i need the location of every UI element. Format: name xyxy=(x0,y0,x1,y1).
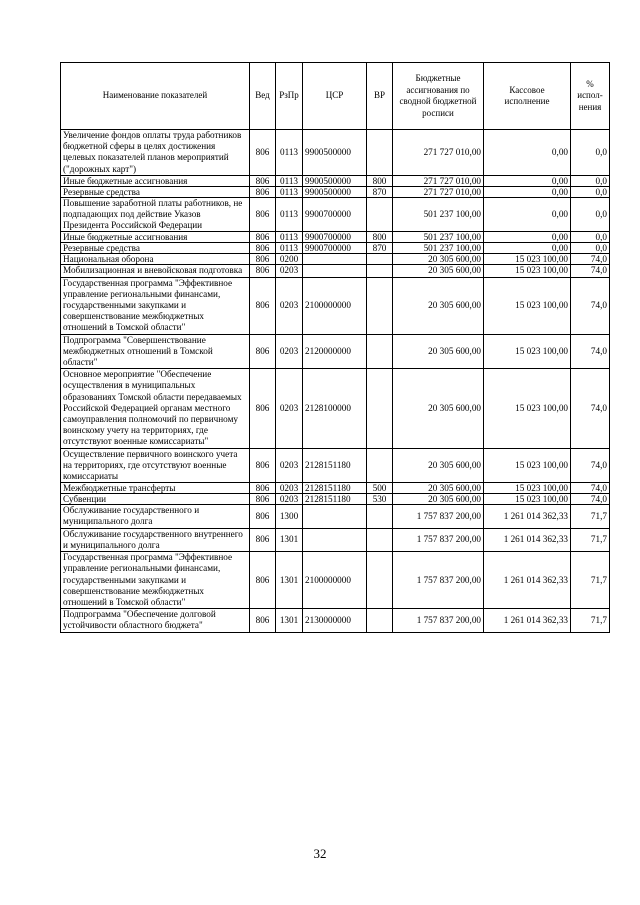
row-rzpr: 0113 xyxy=(276,243,303,254)
row-vr xyxy=(367,505,393,528)
table-row xyxy=(61,243,610,254)
row-ved: 806 xyxy=(250,277,276,334)
row-percent-execution: 71,7 xyxy=(571,505,610,528)
row-rzpr: 1300 xyxy=(276,505,303,528)
row-vr: 800 xyxy=(367,175,393,186)
row-name: Подпрограмма "Совершенствование межбюджетных отношений в Томской области" xyxy=(61,334,250,369)
row-csr: 9900700000 xyxy=(303,197,367,232)
row-ved: 806 xyxy=(250,552,276,609)
row-cash-execution: 1 261 014 362,33 xyxy=(484,528,571,551)
row-ved: 806 xyxy=(250,186,276,197)
row-assignments: 20 305 600,00 xyxy=(393,277,484,334)
row-name: Иные бюджетные ассигнования xyxy=(61,175,250,186)
row-name: Увеличение фондов оплаты труда работников бюджетной сферы в целях достижения целевых показателей планов мероприятий ("дорожных карт") xyxy=(61,130,250,176)
row-percent-execution: 71,7 xyxy=(571,528,610,551)
row-name: Государственная программа "Эффективное управление региональными финансами, государственными закупками и совершенствование межбюджетных отношений в Томской области" xyxy=(61,552,250,609)
row-rzpr: 0203 xyxy=(276,369,303,448)
row-name: Повышение заработной платы работников, не подпадающих под действие Указов Президента Российской Федерации xyxy=(61,197,250,232)
row-percent-execution: 0,0 xyxy=(571,130,610,176)
row-assignments: 1 757 837 200,00 xyxy=(393,552,484,609)
row-percent-execution: 74,0 xyxy=(571,254,610,265)
row-csr xyxy=(303,265,367,277)
row-vr xyxy=(367,334,393,369)
table-row xyxy=(61,277,610,334)
row-cash-execution: 15 023 100,00 xyxy=(484,483,571,494)
row-ved: 806 xyxy=(250,175,276,186)
row-percent-execution: 0,0 xyxy=(571,232,610,243)
row-cash-execution: 0,00 xyxy=(484,175,571,186)
header-name: Наименование показателей xyxy=(61,63,250,130)
row-rzpr: 0113 xyxy=(276,175,303,186)
row-vr xyxy=(367,609,393,632)
row-name: Иные бюджетные ассигнования xyxy=(61,232,250,243)
row-ved: 806 xyxy=(250,243,276,254)
row-ved: 806 xyxy=(250,130,276,176)
row-csr xyxy=(303,528,367,551)
row-ved: 806 xyxy=(250,197,276,232)
row-percent-execution: 74,0 xyxy=(571,265,610,277)
header-cash-execution: Кассовое исполнение xyxy=(484,63,571,130)
row-assignments: 1 757 837 200,00 xyxy=(393,505,484,528)
row-csr xyxy=(303,505,367,528)
row-csr: 2128100000 xyxy=(303,369,367,448)
row-rzpr: 0113 xyxy=(276,130,303,176)
row-ved: 806 xyxy=(250,334,276,369)
row-csr: 9900700000 xyxy=(303,232,367,243)
row-rzpr: 0113 xyxy=(276,232,303,243)
row-rzpr: 1301 xyxy=(276,552,303,609)
row-ved: 806 xyxy=(250,483,276,494)
table-row xyxy=(61,334,610,369)
row-assignments: 20 305 600,00 xyxy=(393,494,484,505)
row-csr: 2128151180 xyxy=(303,483,367,494)
row-csr: 2128151180 xyxy=(303,494,367,505)
row-rzpr: 0203 xyxy=(276,265,303,277)
table-row xyxy=(61,130,610,176)
row-assignments: 271 727 010,00 xyxy=(393,130,484,176)
row-rzpr: 0203 xyxy=(276,334,303,369)
row-ved: 806 xyxy=(250,505,276,528)
row-vr: 800 xyxy=(367,232,393,243)
row-ved: 806 xyxy=(250,494,276,505)
row-cash-execution: 0,00 xyxy=(484,243,571,254)
header-percent-execution: % испол-нения xyxy=(571,63,610,130)
row-rzpr: 1301 xyxy=(276,528,303,551)
row-rzpr: 0203 xyxy=(276,448,303,483)
table-body xyxy=(61,130,610,633)
row-percent-execution: 74,0 xyxy=(571,334,610,369)
table-row xyxy=(61,186,610,197)
row-ved: 806 xyxy=(250,232,276,243)
row-name: Национальная оборона xyxy=(61,254,250,265)
row-vr xyxy=(367,369,393,448)
row-cash-execution: 1 261 014 362,33 xyxy=(484,505,571,528)
row-percent-execution: 0,0 xyxy=(571,243,610,254)
row-csr: 9900500000 xyxy=(303,186,367,197)
row-rzpr: 0113 xyxy=(276,197,303,232)
row-name: Резервные средства xyxy=(61,243,250,254)
row-ved: 806 xyxy=(250,254,276,265)
row-csr: 2130000000 xyxy=(303,609,367,632)
row-cash-execution: 15 023 100,00 xyxy=(484,494,571,505)
table-row xyxy=(61,254,610,265)
row-percent-execution: 74,0 xyxy=(571,494,610,505)
row-assignments: 20 305 600,00 xyxy=(393,448,484,483)
row-assignments: 20 305 600,00 xyxy=(393,254,484,265)
table-row xyxy=(61,609,610,632)
row-percent-execution: 71,7 xyxy=(571,609,610,632)
table-row xyxy=(61,528,610,551)
row-csr: 9900500000 xyxy=(303,175,367,186)
table-row xyxy=(61,265,610,277)
row-cash-execution: 0,00 xyxy=(484,197,571,232)
row-vr xyxy=(367,528,393,551)
row-cash-execution: 1 261 014 362,33 xyxy=(484,552,571,609)
row-csr: 2120000000 xyxy=(303,334,367,369)
header-rzpr: РзПр xyxy=(276,63,303,130)
row-assignments: 20 305 600,00 xyxy=(393,369,484,448)
row-cash-execution: 0,00 xyxy=(484,130,571,176)
row-assignments: 501 237 100,00 xyxy=(393,243,484,254)
row-rzpr: 0113 xyxy=(276,186,303,197)
row-vr: 500 xyxy=(367,483,393,494)
row-vr: 870 xyxy=(367,243,393,254)
header-vr: ВР xyxy=(367,63,393,130)
row-assignments: 20 305 600,00 xyxy=(393,483,484,494)
table-row xyxy=(61,494,610,505)
row-ved: 806 xyxy=(250,369,276,448)
row-name: Резервные средства xyxy=(61,186,250,197)
row-percent-execution: 74,0 xyxy=(571,369,610,448)
row-csr xyxy=(303,254,367,265)
row-ved: 806 xyxy=(250,609,276,632)
row-assignments: 1 757 837 200,00 xyxy=(393,609,484,632)
row-assignments: 271 727 010,00 xyxy=(393,186,484,197)
header-ved: Вед xyxy=(250,63,276,130)
row-rzpr: 0203 xyxy=(276,494,303,505)
row-csr: 9900700000 xyxy=(303,243,367,254)
row-cash-execution: 15 023 100,00 xyxy=(484,334,571,369)
row-vr xyxy=(367,130,393,176)
row-cash-execution: 15 023 100,00 xyxy=(484,254,571,265)
row-percent-execution: 0,0 xyxy=(571,197,610,232)
budget-table xyxy=(60,62,610,633)
row-rzpr: 0203 xyxy=(276,483,303,494)
table-header-row xyxy=(61,63,610,130)
row-rzpr: 0203 xyxy=(276,277,303,334)
row-name: Мобилизационная и вневойсковая подготовка xyxy=(61,265,250,277)
table-row xyxy=(61,197,610,232)
row-name: Подпрограмма "Обеспечение долговой устойчивости областного бюджета" xyxy=(61,609,250,632)
row-name: Обслуживание государственного и муниципального долга xyxy=(61,505,250,528)
row-percent-execution: 74,0 xyxy=(571,448,610,483)
row-percent-execution: 0,0 xyxy=(571,186,610,197)
table-row xyxy=(61,483,610,494)
table-row xyxy=(61,232,610,243)
row-vr: 870 xyxy=(367,186,393,197)
row-vr xyxy=(367,197,393,232)
table-row xyxy=(61,175,610,186)
row-ved: 806 xyxy=(250,265,276,277)
row-assignments: 1 757 837 200,00 xyxy=(393,528,484,551)
row-ved: 806 xyxy=(250,448,276,483)
row-name: Осуществление первичного воинского учета на территориях, где отсутствуют военные комиссариаты xyxy=(61,448,250,483)
row-percent-execution: 0,0 xyxy=(571,175,610,186)
row-name: Обслуживание государственного внутреннего и муниципального долга xyxy=(61,528,250,551)
row-cash-execution: 15 023 100,00 xyxy=(484,369,571,448)
table-row xyxy=(61,448,610,483)
header-csr: ЦСР xyxy=(303,63,367,130)
table-row xyxy=(61,505,610,528)
page-number: 32 xyxy=(313,846,327,861)
row-vr: 530 xyxy=(367,494,393,505)
row-assignments: 271 727 010,00 xyxy=(393,175,484,186)
row-name: Межбюджетные трансферты xyxy=(61,483,250,494)
row-name: Государственная программа "Эффективное управление региональными финансами, государственными закупками и совершенствование межбюджетных отношений в Томской области" xyxy=(61,277,250,334)
table-row xyxy=(61,369,610,448)
row-csr: 2100000000 xyxy=(303,552,367,609)
row-vr xyxy=(367,265,393,277)
table-row xyxy=(61,552,610,609)
row-rzpr: 1301 xyxy=(276,609,303,632)
row-cash-execution: 15 023 100,00 xyxy=(484,265,571,277)
row-csr: 2100000000 xyxy=(303,277,367,334)
row-cash-execution: 15 023 100,00 xyxy=(484,277,571,334)
row-percent-execution: 74,0 xyxy=(571,483,610,494)
row-assignments: 20 305 600,00 xyxy=(393,334,484,369)
row-vr xyxy=(367,552,393,609)
row-cash-execution: 0,00 xyxy=(484,186,571,197)
row-vr xyxy=(367,254,393,265)
row-csr: 9900500000 xyxy=(303,130,367,176)
row-cash-execution: 1 261 014 362,33 xyxy=(484,609,571,632)
row-percent-execution: 71,7 xyxy=(571,552,610,609)
row-cash-execution: 15 023 100,00 xyxy=(484,448,571,483)
row-csr: 2128151180 xyxy=(303,448,367,483)
row-rzpr: 0200 xyxy=(276,254,303,265)
row-vr xyxy=(367,448,393,483)
header-assignments: Бюджетные ассигнования по сводной бюджетной росписи xyxy=(393,63,484,130)
row-name: Основное мероприятие "Обеспечение осуществления в муниципальных образованиях Томской области передаваемых Российской Федерацией органам местного самоуправления полномочий по первичному воинскому учету на территориях, где отсутствуют военные комиссариаты" xyxy=(61,369,250,448)
row-percent-execution: 74,0 xyxy=(571,277,610,334)
row-assignments: 501 237 100,00 xyxy=(393,232,484,243)
row-ved: 806 xyxy=(250,528,276,551)
row-assignments: 501 237 100,00 xyxy=(393,197,484,232)
row-vr xyxy=(367,277,393,334)
row-assignments: 20 305 600,00 xyxy=(393,265,484,277)
row-cash-execution: 0,00 xyxy=(484,232,571,243)
row-name: Субвенции xyxy=(61,494,250,505)
